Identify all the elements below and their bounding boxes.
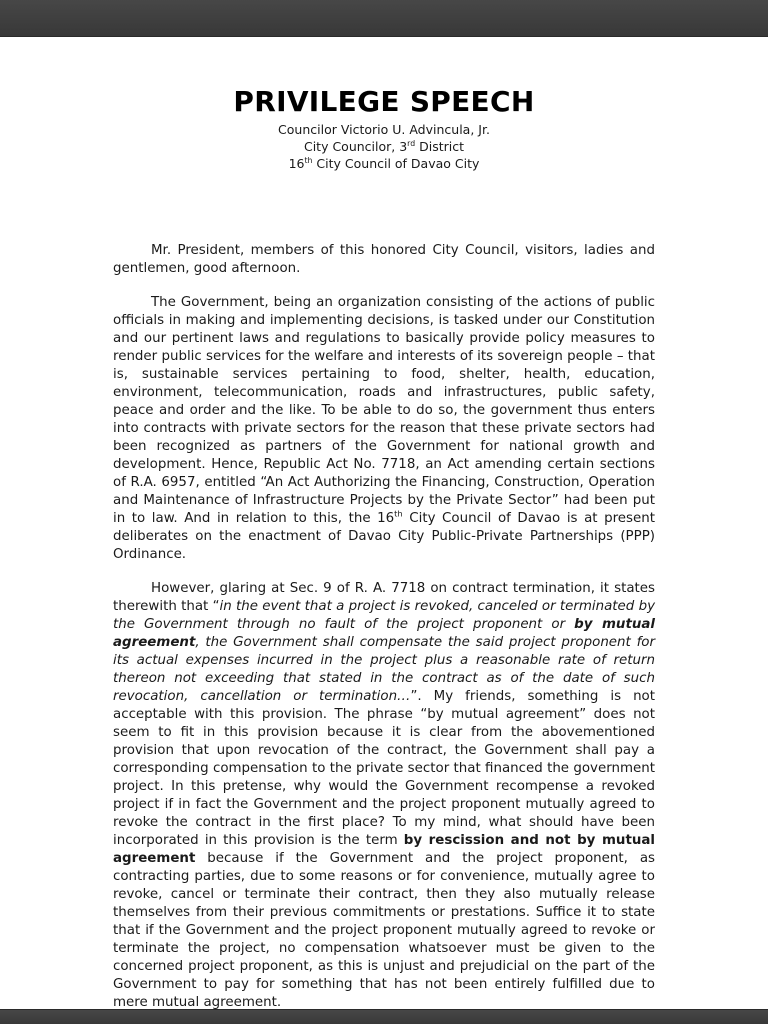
document-subtitle <box>113 121 655 172</box>
paragraph <box>113 242 655 278</box>
text-run: However, glaring at Sec. 9 of R. A. 7718 on contract termination, it states therewith that “ <box>113 580 655 614</box>
viewer-top-bar <box>0 0 768 37</box>
text-run: City Councilor, 3 <box>303 138 408 154</box>
document-body <box>113 242 655 1009</box>
text-run: City Council of Davao City <box>312 155 480 171</box>
text-run: The Government, being an organization consisting of the actions of public officials in making and implementing decisions, is tasked under our Constitution and our pertinent laws and regulations to basically provide policy measures to render public services for the welfare and interests of its sovereign people – that is, sustainable services pertaining to food, shelter, health, education, environment, telecommunication, roads and infrastructures, public safety, peace and order and the like. To be able to do so, the government thus enters into contracts with private sectors for the reason that these private sectors had been recognized as partners of the Government for national growth and development. Hence, Republic Act No. 7718, an Act amending certain sections of R.A. 6957, entitled “An Act Authorizing the Financing, Construction, Operation and Maintenance of Infrastructure Projects by the Private Sector” had been put in to law. And in relation to this, the 16 <box>113 294 655 526</box>
text-run: , the Government shall compensate the said project proponent for its actual expenses incurred in the project plus a reasonable rate of return thereon not exceeding that stated in the contract as of the date of such revocation, cancellation or termination… <box>113 634 655 704</box>
subtitle-line <box>113 155 655 172</box>
text-run: City Council of Davao is at present deliberates on the enactment of Davao City Public-Private Partnerships (PPP) Ordinance. <box>113 510 656 562</box>
text-run: District <box>415 138 465 154</box>
subtitle-line <box>113 121 655 138</box>
text-run: Councilor Victorio U. Advincula, Jr. <box>278 121 490 137</box>
text-run: ”. My friends, something is not acceptable with this provision. The phrase “by mutual agreement” does not seem to fit in this provision because it is clear from the abovementioned provision that upon revocation of the contract, the Government shall pay a corresponding compensation to the private sector that financed the government project. In this pretense, why would the Government recompense a revoked project if in fact the Government and the project proponent mutually agreed to revoke the contract in the first place? To my mind, what should have been incorporated in this provision is the term <box>113 688 655 848</box>
document-title: PRIVILEGE SPEECH <box>233 85 535 118</box>
paragraph <box>113 580 655 1009</box>
text-run: by mutual agreement <box>113 616 655 650</box>
paragraph <box>113 294 655 564</box>
ordinal-superscript: th <box>304 155 313 165</box>
ordinal-superscript: th <box>394 508 403 519</box>
subtitle-line <box>113 138 655 155</box>
document-page <box>0 37 768 1009</box>
text-run: because if the Government and the project proponent, as contracting parties, due to some reasons or for convenience, mutually agree to revoke, cancel or terminate their contract, then they also mutually release themselves from their previous commitments or prestations. Suffice it to state that if the Government and the project proponent mutually agreed to revoke or terminate the project, no compensation whatsoever must be given to the concerned project proponent, as this is unjust and prejudicial on the part of the Government to pay for something that has not been entirely fulfilled due to mere mutual agreement. <box>113 850 655 1009</box>
text-run: 16 <box>288 155 305 171</box>
text-run: in the event that a project is revoked, canceled or terminated by the Government through no fault of the project proponent or <box>113 598 655 632</box>
ordinal-superscript: rd <box>407 138 416 148</box>
text-run: by rescission and not by mutual agreement <box>113 832 656 866</box>
viewer-bottom-bar <box>0 1009 768 1024</box>
text-run: Mr. President, members of this honored City Council, visitors, ladies and gentlemen, good afternoon. <box>113 242 655 276</box>
